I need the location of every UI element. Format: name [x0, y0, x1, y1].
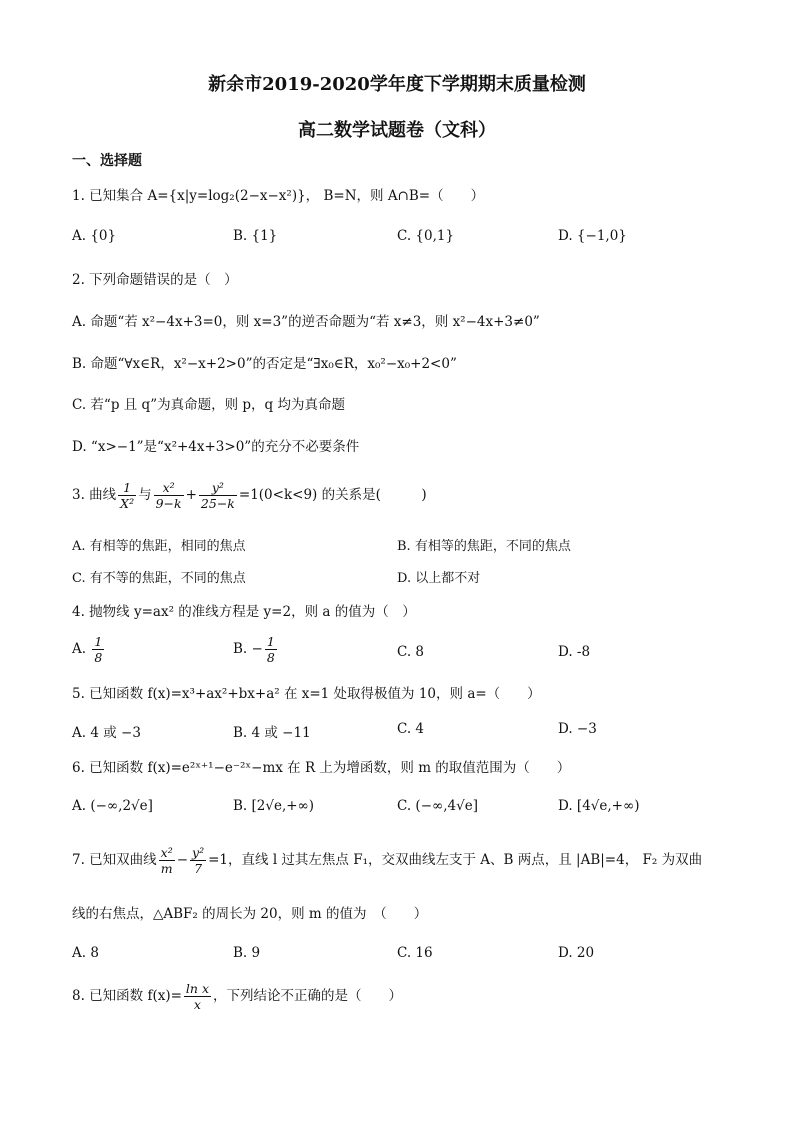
fraction-denominator: 8: [266, 650, 275, 665]
question-7-fraction-2: [190, 845, 206, 876]
question-7-option-d: D. 20: [558, 945, 595, 961]
plus-sign: +: [185, 487, 197, 503]
question-5-option-d: D. −3: [558, 721, 597, 737]
option-label: A.: [72, 641, 87, 657]
question-2-option-b: B. 命题“∀x∈R，x²−x+2>0”的否定是“∃x₀∈R，x₀²−x₀+2<0”: [72, 356, 457, 372]
exam-title: 新余市2019-2020学年度下学期期末质量检测: [208, 74, 586, 95]
question-6-option-a: A. (−∞,2√e]: [72, 798, 153, 814]
question-5-option-b: B. 4 或 −11: [233, 725, 311, 741]
option-fraction: [92, 634, 104, 665]
question-3-option-b: B. 有相等的焦距，不同的焦点: [397, 539, 571, 554]
question-4-stem: 4. 抛物线 y=ax² 的准线方程是 y=2，则 a 的值为（ ）: [72, 604, 416, 620]
question-3-option-c: C. 有不等的焦距，不同的焦点: [72, 571, 246, 586]
question-7-option-c: C. 16: [397, 945, 433, 961]
fraction-denominator: x: [193, 997, 201, 1012]
fraction-denominator: 9−k: [155, 496, 182, 511]
question-2-option-a: A. 命题“若 x²−4x+3=0，则 x=3”的逆否命题为“若 x≠3，则 x²−4x+3≠0”: [72, 314, 540, 330]
question-6-stem: 6. 已知函数 f(x)=e²ˣ⁺¹−e⁻²ˣ−mx 在 R 上为增函数，则 m 的取值范围为（ ）: [72, 760, 571, 776]
question-8-fraction: [184, 981, 211, 1012]
fraction-denominator: X²: [120, 496, 135, 511]
question-1-option-d: D. {−1,0}: [558, 228, 627, 244]
question-2-stem: 2. 下列命题错误的是（ ）: [72, 272, 238, 288]
exam-subtitle: 高二数学试题卷（文科）: [298, 120, 496, 141]
question-1-option-c: C. {0,1}: [397, 228, 455, 244]
question-3-fraction-1: [118, 480, 136, 511]
question-1-stem: 1. 已知集合 A={x|y=log₂(2−x−x²)}， B=N，则 A∩B=（ ）: [72, 188, 485, 204]
fraction-numerator: x²: [160, 845, 173, 860]
question-7-stem-suffix: =1，直线 l 过其左焦点 F₁，交双曲线左支于 A、B 两点，且 |AB|=4， F₂ 为双曲: [208, 852, 703, 868]
question-7-option-b: B. 9: [233, 945, 261, 961]
question-1-option-b: B. {1}: [233, 228, 278, 244]
question-3-fraction-2: [154, 480, 184, 511]
question-7-stem-line-2: 线的右焦点，△ABF₂ 的周长为 20，则 m 的值为 （ ）: [72, 906, 428, 922]
question-6-option-c: C. (−∞,4√e]: [397, 798, 478, 814]
question-3-stem-prefix: 3. 曲线: [72, 487, 117, 503]
question-7-stem: [72, 845, 730, 876]
fraction-numerator: x²: [154, 480, 184, 496]
minus-sign: −: [176, 852, 189, 868]
option-label: B.: [233, 641, 248, 657]
question-4-option-c: C. 8: [397, 644, 425, 660]
question-4-option-d: D. -8: [558, 644, 591, 660]
question-6-option-b: B. [2√e,+∞): [233, 798, 315, 814]
question-7-option-a: A. 8: [72, 945, 99, 961]
section-heading: 一、选择题: [72, 153, 142, 169]
fraction-numerator: y²: [192, 845, 205, 860]
fraction-denominator: 25−k: [200, 496, 235, 511]
question-8-stem-suffix: ，下列结论不正确的是（ ）: [213, 988, 402, 1004]
fraction-denominator: 7: [194, 861, 203, 876]
question-5-option-c: C. 4: [397, 721, 425, 737]
question-3-stem: [72, 480, 730, 511]
fraction-numerator: 1: [118, 480, 136, 496]
question-2-option-d: D. “x>−1”是“x²+4x+3>0”的充分不必要条件: [72, 439, 360, 455]
question-6-option-d: D. [4√e,+∞): [558, 798, 640, 814]
question-3-option-d: D. 以上都不对: [397, 571, 481, 586]
fraction-denominator: m: [160, 861, 173, 876]
minus-sign: −: [251, 641, 263, 657]
question-5-stem: 5. 已知函数 f(x)=x³+ax²+bx+a² 在 x=1 处取得极值为 10，则 a=（ ）: [72, 686, 541, 702]
question-7-stem-prefix: 7. 已知双曲线: [72, 852, 157, 868]
fraction-numerator: ln x: [185, 981, 209, 996]
question-4-option-b: [233, 634, 279, 665]
question-3-option-a: A. 有相等的焦距，相同的焦点: [72, 539, 246, 554]
question-4-option-a: [72, 634, 106, 665]
fraction-denominator: 8: [94, 650, 103, 665]
question-3-fraction-3: [199, 480, 237, 511]
question-2-option-c: C. 若“p 且 q”为真命题，则 p，q 均为真命题: [72, 397, 345, 413]
question-7-fraction-1: [159, 845, 175, 876]
question-8-stem: [72, 980, 730, 1012]
question-3-stem-suffix: =1(0<k<9) 的关系是( ): [238, 487, 427, 503]
question-5-option-a: A. 4 或 −3: [72, 725, 141, 741]
question-8-stem-prefix: 8. 已知函数 f(x)=: [72, 988, 182, 1004]
fraction-numerator: 1: [266, 634, 275, 649]
option-fraction: [265, 634, 277, 665]
fraction-numerator: 1: [94, 634, 103, 649]
question-3-connector: 与: [138, 487, 152, 503]
question-1-option-a: A. {0}: [72, 228, 117, 244]
fraction-numerator: y²: [199, 480, 237, 496]
